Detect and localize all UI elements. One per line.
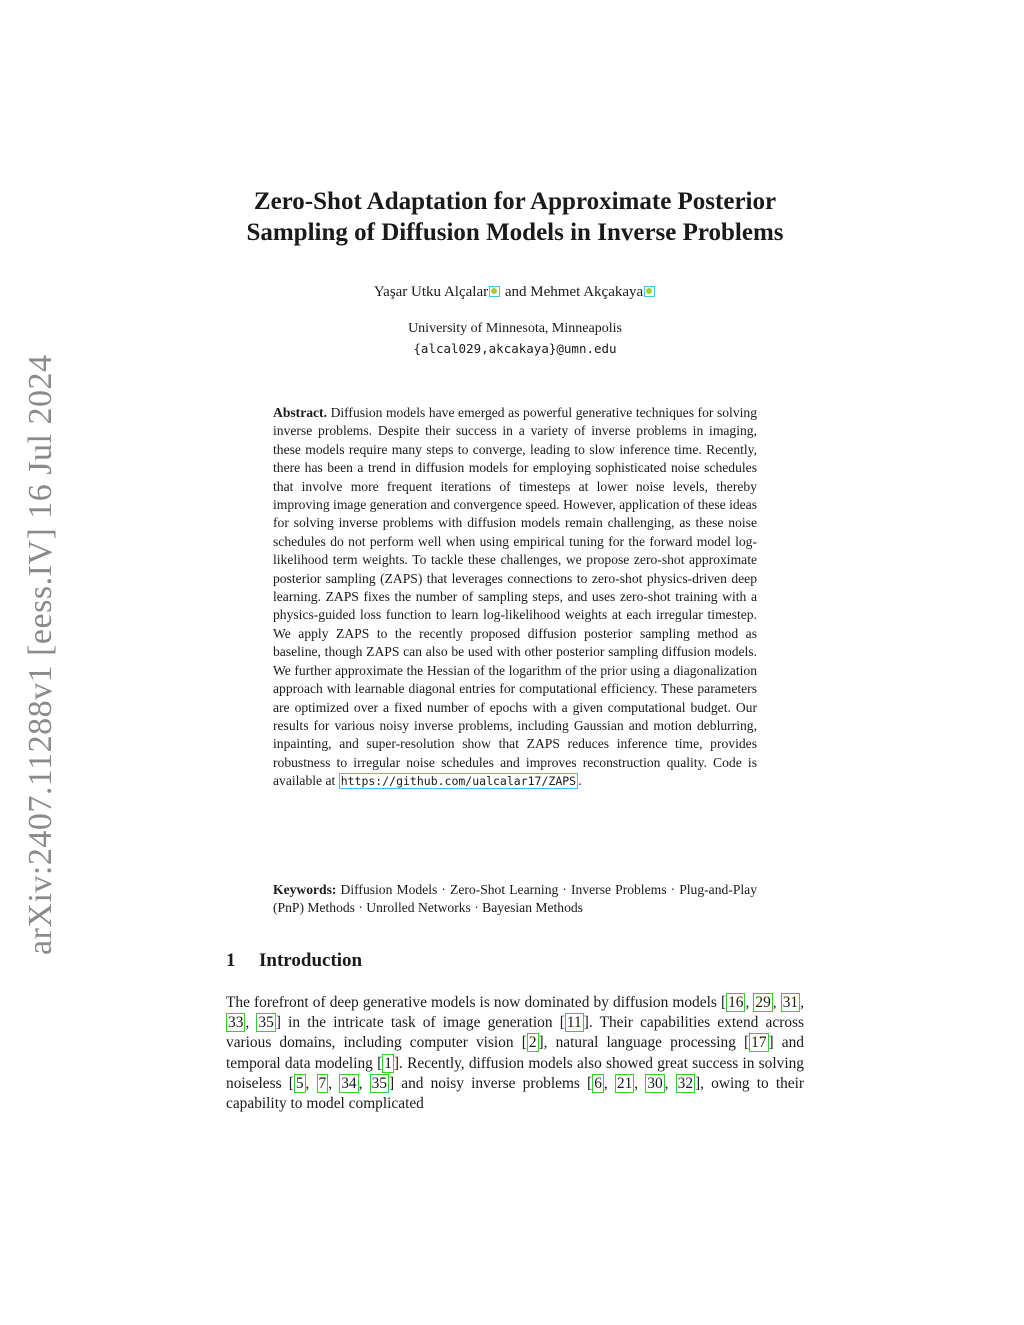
citation-link[interactable]: 35 (258, 1014, 274, 1032)
author-list (200, 284, 830, 301)
citation-link[interactable]: 33 (228, 1014, 244, 1032)
citation-link[interactable]: 21 (616, 1074, 633, 1092)
affiliation: University of Minnesota, Minneapolis (408, 321, 622, 336)
orcid-icon[interactable] (644, 286, 655, 297)
keywords-label: Keywords: (273, 882, 337, 897)
intro-paragraph: The forefront of deep generative models is now dominated by diffusion models [ 16 , 29 , 31 , 33 , 35 ] in the intricate task of image generation [ 11 ]. Their capabilities extend across various domains, including computer vision [ 2 ], natural language processing [ 17 ] and temporal data modeling [ 1 ]. Recently, diffusion models also showed great success in solving noiseless [ 5 , 7 , 34 , 35 ] and noisy inverse problems [ 6 , 21 , 30 , 32 ], owing to their capability to model complicated (226, 994, 805, 1113)
intro-text: and temporal data modeling (226, 1034, 805, 1072)
author-name: Yaşar Utku Alçalar (373, 284, 489, 300)
citation-link[interactable]: 16 (728, 994, 744, 1011)
author-connector: and (504, 284, 527, 300)
intro-text: , natural language processing (543, 1034, 745, 1052)
citation-link[interactable]: 6 (594, 1074, 602, 1092)
citation-link[interactable]: 34 (341, 1074, 357, 1092)
citation-link[interactable]: 30 (647, 1074, 663, 1092)
citation-link[interactable]: 5 (295, 1074, 304, 1092)
title-line-2: Sampling of Diffusion Models in Inverse Problems (246, 219, 784, 246)
abstract-label: Abstract. (273, 405, 327, 420)
section-number: 1 (226, 950, 236, 971)
intro-text: . Recently, diffusion models also showed great success in solving noiseless (226, 1054, 804, 1092)
abstract-body: Diffusion models have emerged as powerful generative techniques for solving inverse problems. Despite their success in a variety of inverse problems in imaging, these models require many steps to converge, leading to slow inference time. Recently, there has been a trend in diffusion models for employing sophisticated noise schedules that involve more frequent iterations of timesteps at lower noise levels, thereby improving image generation and convergence speed. However, application of these ideas for solving inverse problems with diffusion models remain challenging, as these noise schedules do not perform well when using empirical tuning for the forward model log-likelihood term weights. To tackle these challenges, we propose zero-shot approximate posterior sampling (ZAPS) that leverages connections to zero-shot physics-driven deep learning. ZAPS fixes the number of sampling steps, and uses zero-shot training with a physics-guided loss function to learn log-likelihood weights at each irregular timestep. We apply ZAPS to the recently proposed diffusion posterior sampling method as baseline, though ZAPS can also be used with other posterior sampling diffusion models. We further approximate the Hessian of the logarithm of the prior using a diagonalization approach with learnable diagonal entries for computational efficiency. These parameters are optimized over a fixed number of epochs with a given computational budget. Our results for various noisy inverse problems, including Gaussian and motion deblurring, inpainting, and super-resolution show that ZAPS reduces inference time, provides robustness to irregular noise schedules and improves reconstruction quality. Code is available at (273, 405, 758, 789)
citation-link[interactable]: 1 (384, 1054, 392, 1072)
intro-text: and noisy inverse problems (394, 1074, 588, 1092)
citation-link[interactable]: 11 (566, 1014, 582, 1032)
arxiv-identifier-stamp: arXiv:2407.11288v1 [eess.IV] 16 Jul 2024 (22, 354, 59, 955)
citation-link[interactable]: 2 (528, 1034, 537, 1052)
citation-link[interactable]: 32 (677, 1074, 694, 1092)
paper-title (200, 186, 830, 248)
intro-text: in the intricate task of image generation (280, 1014, 560, 1032)
citation-link[interactable]: 7 (318, 1074, 327, 1092)
keywords (273, 881, 757, 918)
citation-link[interactable]: 35 (371, 1074, 387, 1092)
citation-link[interactable]: 31 (782, 994, 799, 1011)
email-address: {alcal029,akcakaya}@umn.edu (413, 341, 617, 356)
intro-text: . Their capabilities extend across various domains, including computer vision (226, 1014, 804, 1052)
citation-link[interactable]: 29 (755, 994, 771, 1011)
citation-link[interactable]: 17 (751, 1034, 767, 1052)
affiliation-block (200, 319, 830, 359)
section-title: Introduction (259, 950, 363, 971)
author-name: Mehmet Akçakaya (530, 284, 644, 300)
intro-text: , owing to their capability to model complicated (226, 1074, 805, 1113)
section-heading (226, 950, 362, 972)
orcid-icon[interactable] (489, 286, 500, 297)
code-link[interactable]: https://github.com/ualcalar17/ZAPS (340, 774, 577, 789)
title-line-1: Zero-Shot Adaptation for Approximate Posterior (253, 188, 777, 215)
intro-text: The forefront of deep generative models is now dominated by diffusion models (226, 994, 721, 1011)
keywords-body: Diffusion Models · Zero-Shot Learning · Inverse Problems · Plug-and-Play (PnP) Methods · Unrolled Networks · Bayesian Methods (273, 882, 757, 916)
abstract (273, 404, 757, 791)
abstract-end: . (578, 773, 582, 789)
